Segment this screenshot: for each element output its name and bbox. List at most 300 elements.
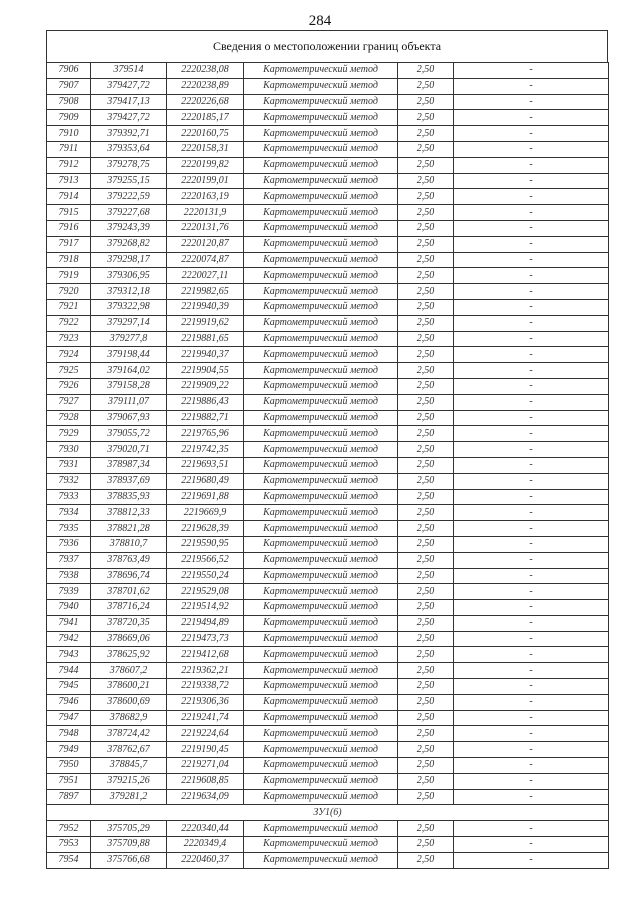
x-coordinate-cell: 378600,69 bbox=[91, 694, 167, 710]
point-number-cell: 7920 bbox=[47, 284, 91, 300]
point-number-cell: 7910 bbox=[47, 126, 91, 142]
x-coordinate-cell: 379417,13 bbox=[91, 94, 167, 110]
method-cell: Картометрический метод bbox=[244, 410, 398, 426]
boundary-table-frame bbox=[46, 30, 608, 869]
point-number-cell: 7943 bbox=[47, 647, 91, 663]
method-cell: Картометрический метод bbox=[244, 710, 398, 726]
note-cell: - bbox=[454, 426, 609, 442]
x-coordinate-cell: 379215,26 bbox=[91, 773, 167, 789]
point-number-cell: 7914 bbox=[47, 189, 91, 205]
table-row bbox=[47, 726, 609, 742]
method-cell: Картометрический метод bbox=[244, 205, 398, 221]
note-cell: - bbox=[454, 299, 609, 315]
y-coordinate-cell: 2219550,24 bbox=[167, 568, 244, 584]
note-cell: - bbox=[454, 110, 609, 126]
accuracy-cell: 2,50 bbox=[398, 710, 454, 726]
y-coordinate-cell: 2220226,68 bbox=[167, 94, 244, 110]
note-cell: - bbox=[454, 205, 609, 221]
table-row bbox=[47, 331, 609, 347]
method-cell: Картометрический метод bbox=[244, 457, 398, 473]
method-cell: Картометрический метод bbox=[244, 442, 398, 458]
point-number-cell: 7953 bbox=[47, 837, 91, 853]
x-coordinate-cell: 379067,93 bbox=[91, 410, 167, 426]
point-number-cell: 7946 bbox=[47, 694, 91, 710]
method-cell: Картометрический метод bbox=[244, 521, 398, 537]
method-cell: Картометрический метод bbox=[244, 821, 398, 837]
note-cell: - bbox=[454, 821, 609, 837]
table-row bbox=[47, 284, 609, 300]
accuracy-cell: 2,50 bbox=[398, 600, 454, 616]
x-coordinate-cell: 378720,35 bbox=[91, 615, 167, 631]
table-row bbox=[47, 758, 609, 774]
method-cell: Картометрический метод bbox=[244, 600, 398, 616]
table-row bbox=[47, 600, 609, 616]
point-number-cell: 7897 bbox=[47, 789, 91, 805]
y-coordinate-cell: 2220340,44 bbox=[167, 821, 244, 837]
point-number-cell: 7917 bbox=[47, 236, 91, 252]
method-cell: Картометрический метод bbox=[244, 63, 398, 79]
y-coordinate-cell: 2219882,71 bbox=[167, 410, 244, 426]
group-header-row bbox=[47, 805, 609, 821]
accuracy-cell: 2,50 bbox=[398, 315, 454, 331]
y-coordinate-cell: 2219271,04 bbox=[167, 758, 244, 774]
accuracy-cell: 2,50 bbox=[398, 837, 454, 853]
accuracy-cell: 2,50 bbox=[398, 126, 454, 142]
note-cell: - bbox=[454, 615, 609, 631]
table-row bbox=[47, 110, 609, 126]
point-number-cell: 7928 bbox=[47, 410, 91, 426]
y-coordinate-cell: 2220185,17 bbox=[167, 110, 244, 126]
accuracy-cell: 2,50 bbox=[398, 347, 454, 363]
note-cell: - bbox=[454, 773, 609, 789]
table-row bbox=[47, 394, 609, 410]
note-cell: - bbox=[454, 536, 609, 552]
table-row bbox=[47, 378, 609, 394]
y-coordinate-cell: 2220120,87 bbox=[167, 236, 244, 252]
y-coordinate-cell: 2219473,73 bbox=[167, 631, 244, 647]
table-row bbox=[47, 347, 609, 363]
point-number-cell: 7916 bbox=[47, 220, 91, 236]
method-cell: Картометрический метод bbox=[244, 489, 398, 505]
method-cell: Картометрический метод bbox=[244, 473, 398, 489]
accuracy-cell: 2,50 bbox=[398, 331, 454, 347]
x-coordinate-cell: 378724,42 bbox=[91, 726, 167, 742]
method-cell: Картометрический метод bbox=[244, 852, 398, 868]
y-coordinate-cell: 2220160,75 bbox=[167, 126, 244, 142]
page-number: 284 bbox=[308, 13, 332, 29]
y-coordinate-cell: 2219566,52 bbox=[167, 552, 244, 568]
accuracy-cell: 2,50 bbox=[398, 173, 454, 189]
note-cell: - bbox=[454, 457, 609, 473]
table-row bbox=[47, 268, 609, 284]
note-cell: - bbox=[454, 63, 609, 79]
accuracy-cell: 2,50 bbox=[398, 410, 454, 426]
x-coordinate-cell: 379306,95 bbox=[91, 268, 167, 284]
point-number-cell: 7938 bbox=[47, 568, 91, 584]
accuracy-cell: 2,50 bbox=[398, 773, 454, 789]
note-cell: - bbox=[454, 442, 609, 458]
x-coordinate-cell: 375766,68 bbox=[91, 852, 167, 868]
y-coordinate-cell: 2220027,11 bbox=[167, 268, 244, 284]
accuracy-cell: 2,50 bbox=[398, 442, 454, 458]
method-cell: Картометрический метод bbox=[244, 663, 398, 679]
note-cell: - bbox=[454, 347, 609, 363]
note-cell: - bbox=[454, 679, 609, 695]
x-coordinate-cell: 375705,29 bbox=[91, 821, 167, 837]
y-coordinate-cell: 2220074,87 bbox=[167, 252, 244, 268]
method-cell: Картометрический метод bbox=[244, 647, 398, 663]
note-cell: - bbox=[454, 758, 609, 774]
group-label: ЗУ1(6) bbox=[47, 805, 609, 821]
method-cell: Картометрический метод bbox=[244, 758, 398, 774]
point-number-cell: 7930 bbox=[47, 442, 91, 458]
point-number-cell: 7950 bbox=[47, 758, 91, 774]
point-number-cell: 7934 bbox=[47, 505, 91, 521]
table-row bbox=[47, 631, 609, 647]
table-row bbox=[47, 410, 609, 426]
point-number-cell: 7906 bbox=[47, 63, 91, 79]
group-header-rows bbox=[47, 805, 609, 821]
y-coordinate-cell: 2219881,65 bbox=[167, 331, 244, 347]
table-row bbox=[47, 363, 609, 379]
point-number-cell: 7912 bbox=[47, 157, 91, 173]
x-coordinate-cell: 378812,33 bbox=[91, 505, 167, 521]
point-number-cell: 7927 bbox=[47, 394, 91, 410]
accuracy-cell: 2,50 bbox=[398, 94, 454, 110]
table-row bbox=[47, 647, 609, 663]
note-cell: - bbox=[454, 663, 609, 679]
table-row bbox=[47, 189, 609, 205]
accuracy-cell: 2,50 bbox=[398, 552, 454, 568]
method-cell: Картометрический метод bbox=[244, 236, 398, 252]
method-cell: Картометрический метод bbox=[244, 631, 398, 647]
note-cell: - bbox=[454, 141, 609, 157]
y-coordinate-cell: 2219982,65 bbox=[167, 284, 244, 300]
note-cell: - bbox=[454, 331, 609, 347]
coordinates-table bbox=[46, 62, 609, 869]
method-cell: Картометрический метод bbox=[244, 315, 398, 331]
y-coordinate-cell: 2219904,55 bbox=[167, 363, 244, 379]
table-row bbox=[47, 126, 609, 142]
accuracy-cell: 2,50 bbox=[398, 821, 454, 837]
accuracy-cell: 2,50 bbox=[398, 63, 454, 79]
accuracy-cell: 2,50 bbox=[398, 457, 454, 473]
x-coordinate-cell: 379427,72 bbox=[91, 78, 167, 94]
method-cell: Картометрический метод bbox=[244, 568, 398, 584]
method-cell: Картометрический метод bbox=[244, 94, 398, 110]
y-coordinate-cell: 2219909,22 bbox=[167, 378, 244, 394]
x-coordinate-cell: 378763,49 bbox=[91, 552, 167, 568]
method-cell: Картометрический метод bbox=[244, 394, 398, 410]
accuracy-cell: 2,50 bbox=[398, 568, 454, 584]
table-row bbox=[47, 521, 609, 537]
accuracy-cell: 2,50 bbox=[398, 489, 454, 505]
coordinates-rows-a bbox=[47, 63, 609, 805]
accuracy-cell: 2,50 bbox=[398, 521, 454, 537]
y-coordinate-cell: 2219224,64 bbox=[167, 726, 244, 742]
note-cell: - bbox=[454, 852, 609, 868]
note-cell: - bbox=[454, 505, 609, 521]
x-coordinate-cell: 378835,93 bbox=[91, 489, 167, 505]
x-coordinate-cell: 379514 bbox=[91, 63, 167, 79]
table-row bbox=[47, 852, 609, 868]
x-coordinate-cell: 379255,15 bbox=[91, 173, 167, 189]
point-number-cell: 7915 bbox=[47, 205, 91, 221]
y-coordinate-cell: 2219529,08 bbox=[167, 584, 244, 600]
note-cell: - bbox=[454, 78, 609, 94]
accuracy-cell: 2,50 bbox=[398, 679, 454, 695]
note-cell: - bbox=[454, 694, 609, 710]
accuracy-cell: 2,50 bbox=[398, 852, 454, 868]
table-row bbox=[47, 663, 609, 679]
method-cell: Картометрический метод bbox=[244, 773, 398, 789]
method-cell: Картометрический метод bbox=[244, 126, 398, 142]
x-coordinate-cell: 379392,71 bbox=[91, 126, 167, 142]
x-coordinate-cell: 379222,59 bbox=[91, 189, 167, 205]
x-coordinate-cell: 378682,9 bbox=[91, 710, 167, 726]
method-cell: Картометрический метод bbox=[244, 615, 398, 631]
accuracy-cell: 2,50 bbox=[398, 110, 454, 126]
method-cell: Картометрический метод bbox=[244, 726, 398, 742]
y-coordinate-cell: 2219680,49 bbox=[167, 473, 244, 489]
y-coordinate-cell: 2220349,4 bbox=[167, 837, 244, 853]
point-number-cell: 7941 bbox=[47, 615, 91, 631]
note-cell: - bbox=[454, 173, 609, 189]
point-number-cell: 7949 bbox=[47, 742, 91, 758]
coordinates-rows-b bbox=[47, 821, 609, 868]
method-cell: Картометрический метод bbox=[244, 837, 398, 853]
note-cell: - bbox=[454, 284, 609, 300]
note-cell: - bbox=[454, 742, 609, 758]
note-cell: - bbox=[454, 236, 609, 252]
x-coordinate-cell: 379158,28 bbox=[91, 378, 167, 394]
point-number-cell: 7909 bbox=[47, 110, 91, 126]
x-coordinate-cell: 378937,69 bbox=[91, 473, 167, 489]
accuracy-cell: 2,50 bbox=[398, 205, 454, 221]
method-cell: Картометрический метод bbox=[244, 78, 398, 94]
y-coordinate-cell: 2219691,88 bbox=[167, 489, 244, 505]
accuracy-cell: 2,50 bbox=[398, 647, 454, 663]
accuracy-cell: 2,50 bbox=[398, 758, 454, 774]
x-coordinate-cell: 379198,44 bbox=[91, 347, 167, 363]
table-row bbox=[47, 742, 609, 758]
accuracy-cell: 2,50 bbox=[398, 584, 454, 600]
point-number-cell: 7947 bbox=[47, 710, 91, 726]
method-cell: Картометрический метод bbox=[244, 694, 398, 710]
y-coordinate-cell: 2219886,43 bbox=[167, 394, 244, 410]
point-number-cell: 7913 bbox=[47, 173, 91, 189]
table-row bbox=[47, 568, 609, 584]
point-number-cell: 7925 bbox=[47, 363, 91, 379]
point-number-cell: 7933 bbox=[47, 489, 91, 505]
table-row bbox=[47, 78, 609, 94]
section-title: Сведения о местоположении границ объекта bbox=[46, 30, 608, 62]
point-number-cell: 7926 bbox=[47, 378, 91, 394]
method-cell: Картометрический метод bbox=[244, 189, 398, 205]
y-coordinate-cell: 2219628,39 bbox=[167, 521, 244, 537]
note-cell: - bbox=[454, 394, 609, 410]
y-coordinate-cell: 2220199,01 bbox=[167, 173, 244, 189]
table-row bbox=[47, 473, 609, 489]
method-cell: Картометрический метод bbox=[244, 157, 398, 173]
note-cell: - bbox=[454, 489, 609, 505]
note-cell: - bbox=[454, 568, 609, 584]
table-row bbox=[47, 694, 609, 710]
accuracy-cell: 2,50 bbox=[398, 615, 454, 631]
note-cell: - bbox=[454, 726, 609, 742]
point-number-cell: 7952 bbox=[47, 821, 91, 837]
point-number-cell: 7945 bbox=[47, 679, 91, 695]
point-number-cell: 7924 bbox=[47, 347, 91, 363]
y-coordinate-cell: 2220158,31 bbox=[167, 141, 244, 157]
accuracy-cell: 2,50 bbox=[398, 157, 454, 173]
y-coordinate-cell: 2219742,35 bbox=[167, 442, 244, 458]
point-number-cell: 7932 bbox=[47, 473, 91, 489]
table-row bbox=[47, 821, 609, 837]
x-coordinate-cell: 378600,21 bbox=[91, 679, 167, 695]
table-row bbox=[47, 173, 609, 189]
x-coordinate-cell: 378607,2 bbox=[91, 663, 167, 679]
method-cell: Картометрический метод bbox=[244, 284, 398, 300]
table-row bbox=[47, 584, 609, 600]
x-coordinate-cell: 379268,82 bbox=[91, 236, 167, 252]
table-row bbox=[47, 457, 609, 473]
accuracy-cell: 2,50 bbox=[398, 236, 454, 252]
y-coordinate-cell: 2219190,45 bbox=[167, 742, 244, 758]
point-number-cell: 7939 bbox=[47, 584, 91, 600]
table-row bbox=[47, 299, 609, 315]
y-coordinate-cell: 2219514,92 bbox=[167, 600, 244, 616]
table-row bbox=[47, 315, 609, 331]
table-row bbox=[47, 679, 609, 695]
accuracy-cell: 2,50 bbox=[398, 631, 454, 647]
point-number-cell: 7951 bbox=[47, 773, 91, 789]
note-cell: - bbox=[454, 268, 609, 284]
method-cell: Картометрический метод bbox=[244, 252, 398, 268]
x-coordinate-cell: 378845,7 bbox=[91, 758, 167, 774]
method-cell: Картометрический метод bbox=[244, 363, 398, 379]
note-cell: - bbox=[454, 94, 609, 110]
accuracy-cell: 2,50 bbox=[398, 220, 454, 236]
x-coordinate-cell: 379243,39 bbox=[91, 220, 167, 236]
method-cell: Картометрический метод bbox=[244, 220, 398, 236]
x-coordinate-cell: 375709,88 bbox=[91, 837, 167, 853]
table-row bbox=[47, 94, 609, 110]
method-cell: Картометрический метод bbox=[244, 584, 398, 600]
x-coordinate-cell: 379111,07 bbox=[91, 394, 167, 410]
x-coordinate-cell: 378669,06 bbox=[91, 631, 167, 647]
accuracy-cell: 2,50 bbox=[398, 363, 454, 379]
table-row bbox=[47, 489, 609, 505]
point-number-cell: 7908 bbox=[47, 94, 91, 110]
x-coordinate-cell: 379297,14 bbox=[91, 315, 167, 331]
x-coordinate-cell: 378810,7 bbox=[91, 536, 167, 552]
table-row bbox=[47, 837, 609, 853]
x-coordinate-cell: 379312,18 bbox=[91, 284, 167, 300]
y-coordinate-cell: 2220238,08 bbox=[167, 63, 244, 79]
y-coordinate-cell: 2220131,76 bbox=[167, 220, 244, 236]
note-cell: - bbox=[454, 789, 609, 805]
method-cell: Картометрический метод bbox=[244, 110, 398, 126]
table-row bbox=[47, 536, 609, 552]
x-coordinate-cell: 379353,64 bbox=[91, 141, 167, 157]
point-number-cell: 7954 bbox=[47, 852, 91, 868]
note-cell: - bbox=[454, 157, 609, 173]
accuracy-cell: 2,50 bbox=[398, 299, 454, 315]
accuracy-cell: 2,50 bbox=[398, 426, 454, 442]
y-coordinate-cell: 2219362,21 bbox=[167, 663, 244, 679]
accuracy-cell: 2,50 bbox=[398, 789, 454, 805]
y-coordinate-cell: 2219669,9 bbox=[167, 505, 244, 521]
table-row bbox=[47, 442, 609, 458]
y-coordinate-cell: 2219919,62 bbox=[167, 315, 244, 331]
point-number-cell: 7940 bbox=[47, 600, 91, 616]
y-coordinate-cell: 2220199,82 bbox=[167, 157, 244, 173]
method-cell: Картометрический метод bbox=[244, 378, 398, 394]
y-coordinate-cell: 2219940,39 bbox=[167, 299, 244, 315]
accuracy-cell: 2,50 bbox=[398, 268, 454, 284]
method-cell: Картометрический метод bbox=[244, 679, 398, 695]
table-row bbox=[47, 789, 609, 805]
note-cell: - bbox=[454, 584, 609, 600]
point-number-cell: 7921 bbox=[47, 299, 91, 315]
accuracy-cell: 2,50 bbox=[398, 505, 454, 521]
method-cell: Картометрический метод bbox=[244, 173, 398, 189]
x-coordinate-cell: 378762,67 bbox=[91, 742, 167, 758]
x-coordinate-cell: 379322,98 bbox=[91, 299, 167, 315]
method-cell: Картометрический метод bbox=[244, 268, 398, 284]
table-row bbox=[47, 252, 609, 268]
note-cell: - bbox=[454, 315, 609, 331]
y-coordinate-cell: 2219693,51 bbox=[167, 457, 244, 473]
accuracy-cell: 2,50 bbox=[398, 284, 454, 300]
point-number-cell: 7911 bbox=[47, 141, 91, 157]
accuracy-cell: 2,50 bbox=[398, 78, 454, 94]
x-coordinate-cell: 379277,8 bbox=[91, 331, 167, 347]
method-cell: Картометрический метод bbox=[244, 552, 398, 568]
x-coordinate-cell: 378701,62 bbox=[91, 584, 167, 600]
accuracy-cell: 2,50 bbox=[398, 694, 454, 710]
note-cell: - bbox=[454, 600, 609, 616]
table-row bbox=[47, 710, 609, 726]
point-number-cell: 7944 bbox=[47, 663, 91, 679]
table-row bbox=[47, 773, 609, 789]
note-cell: - bbox=[454, 378, 609, 394]
table-row bbox=[47, 236, 609, 252]
point-number-cell: 7942 bbox=[47, 631, 91, 647]
y-coordinate-cell: 2220238,89 bbox=[167, 78, 244, 94]
x-coordinate-cell: 378696,74 bbox=[91, 568, 167, 584]
point-number-cell: 7935 bbox=[47, 521, 91, 537]
x-coordinate-cell: 379298,17 bbox=[91, 252, 167, 268]
table-row bbox=[47, 426, 609, 442]
y-coordinate-cell: 2220131,9 bbox=[167, 205, 244, 221]
note-cell: - bbox=[454, 473, 609, 489]
method-cell: Картометрический метод bbox=[244, 426, 398, 442]
point-number-cell: 7937 bbox=[47, 552, 91, 568]
y-coordinate-cell: 2219306,36 bbox=[167, 694, 244, 710]
note-cell: - bbox=[454, 710, 609, 726]
table-row bbox=[47, 157, 609, 173]
table-row bbox=[47, 141, 609, 157]
method-cell: Картометрический метод bbox=[244, 299, 398, 315]
method-cell: Картометрический метод bbox=[244, 742, 398, 758]
accuracy-cell: 2,50 bbox=[398, 189, 454, 205]
note-cell: - bbox=[454, 837, 609, 853]
accuracy-cell: 2,50 bbox=[398, 394, 454, 410]
y-coordinate-cell: 2220460,37 bbox=[167, 852, 244, 868]
x-coordinate-cell: 379278,75 bbox=[91, 157, 167, 173]
